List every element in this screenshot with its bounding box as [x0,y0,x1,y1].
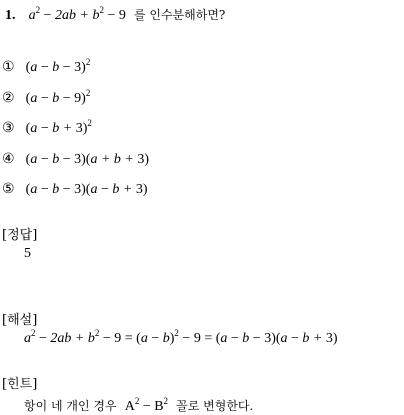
explanation-label: [해설] [2,313,38,328]
question-number: 1. [5,8,16,23]
question-instruction: 를 인수분해하면? [133,8,226,22]
answer-label: [정답] [2,228,38,243]
choice-3 [2,117,92,137]
choice-1 [2,56,90,76]
hint-formula: $A^2 - B^2$ [124,396,169,414]
explanation-equation: $a^2 - 2ab + b^2 - 9 = (a - b)^2 - 9 = (a - b - 3)(a - b + 3)$ [24,328,338,346]
hint-label: [힌트] [2,377,38,392]
choice-marker: ③ [2,120,15,136]
choice-expression: (a − b − 3)(a − b + 3) [25,182,148,197]
choice-expression: (a − b − 3)(a + b + 3) [25,152,150,167]
choice-marker: ② [2,90,15,106]
choice-expression: $(a - b - 3)^2$ [25,57,91,75]
hint-text-after: 꼴로 변형한다. [176,399,254,413]
choice-marker: ⑤ [2,181,15,197]
choice-marker: ④ [2,151,15,167]
choice-expression: $(a - b - 9)^2$ [25,88,91,106]
hint-text-before: 항이 네 개인 경우 [24,399,117,413]
choice-5 [2,178,148,198]
choice-marker: ① [2,59,15,75]
choice-2 [2,87,90,107]
hint-text [24,395,253,415]
choice-expression: $(a - b + 3)^2$ [25,118,92,136]
question-expression: $a^2 - 2ab + b^2 - 9$ [28,5,126,23]
choice-4 [2,148,149,168]
question-line [5,4,225,24]
answer-value: 5 [24,246,31,261]
